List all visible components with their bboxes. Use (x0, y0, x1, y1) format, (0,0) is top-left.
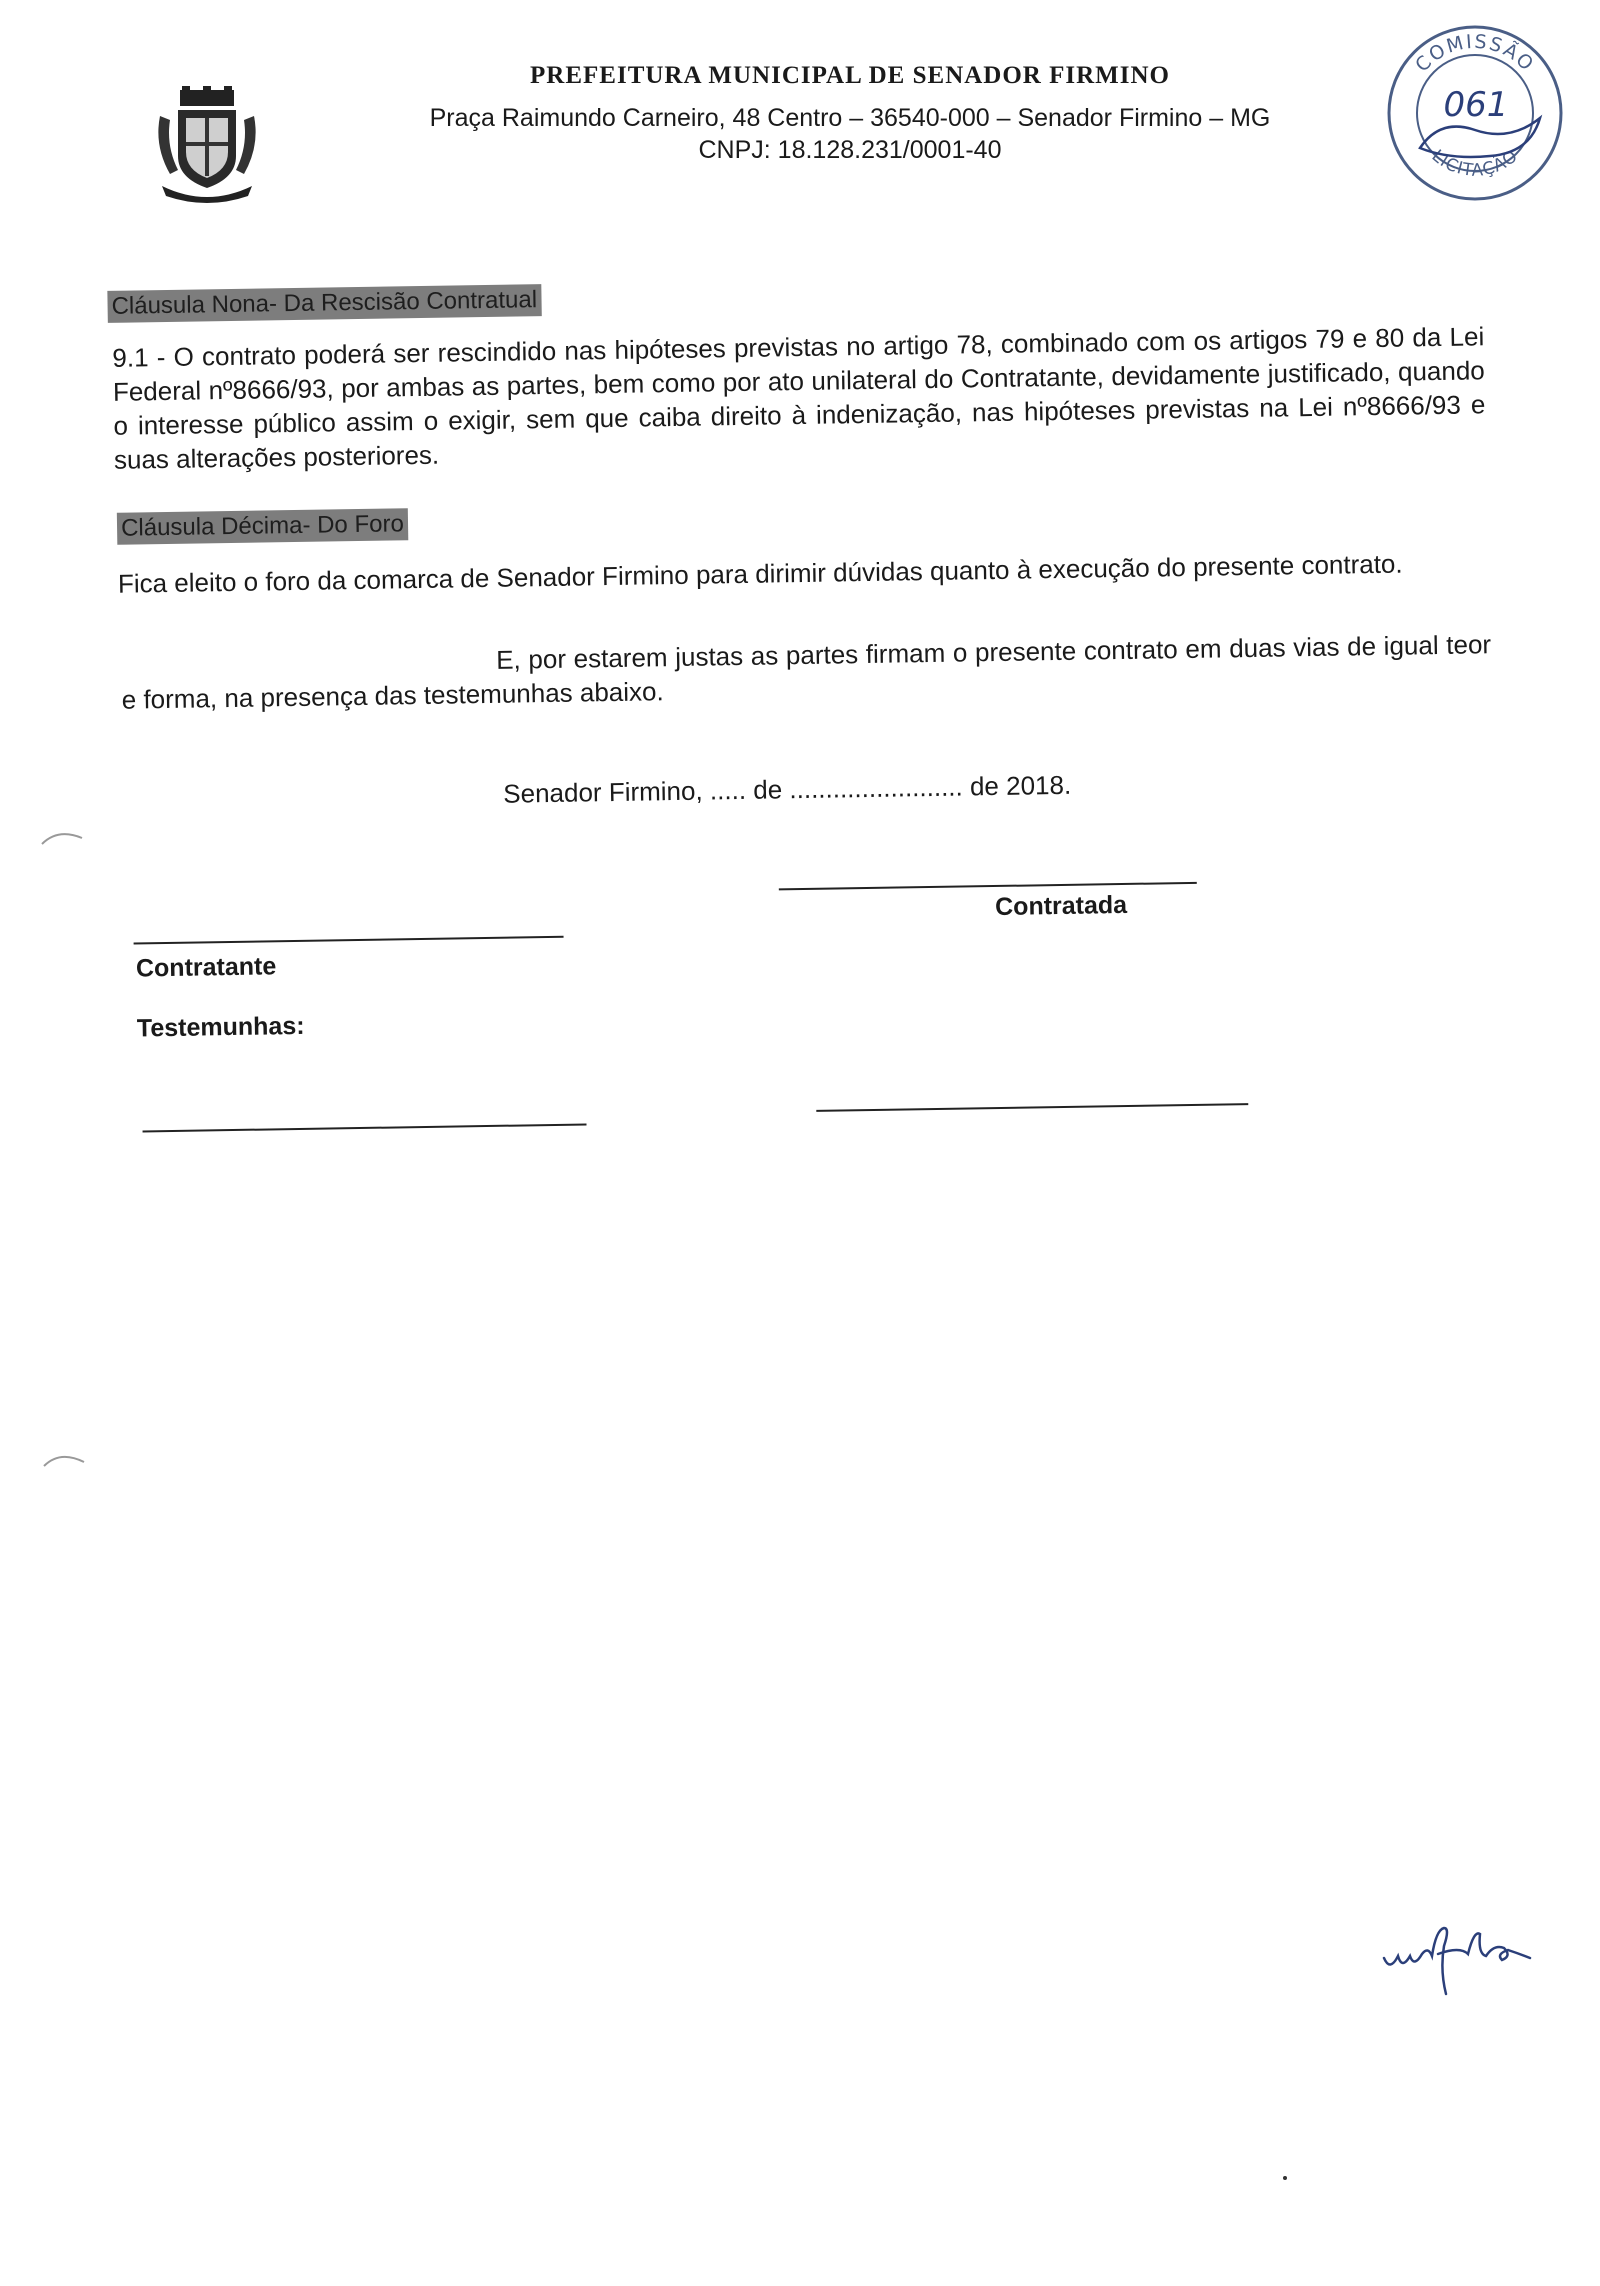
clause-text: Fica eleito o foro da comarca de Senador Firmino para dirimir dúvidas quanto à execução do presente contrato. (117, 548, 1403, 599)
signature-line-contratante (134, 936, 564, 945)
stamp-number: 061 (1443, 85, 1509, 125)
date-line: Senador Firmino, ..... de ........................ de 2018. (503, 769, 1072, 809)
scan-mark (38, 826, 88, 850)
signature-label-contratada: Contratada (994, 890, 1128, 922)
header-title: PREFEITURA MUNICIPAL DE SENADOR FIRMINO (530, 62, 1170, 89)
handwritten-initials (1380, 1910, 1570, 2000)
clause-heading: Cláusula Décima- Do Foro (117, 508, 408, 545)
stamp-bottom-text: LICITAÇÃO (1427, 145, 1523, 181)
header-address: Praça Raimundo Carneiro, 48 Centro – 36540-000 – Senador Firmino – MG (429, 104, 1271, 132)
witnesses-label: Testemunhas: (136, 1011, 305, 1043)
scan-mark (40, 1448, 90, 1472)
signature-label-contratante: Contratante (135, 952, 277, 983)
closing-text: E, por estarem justas as partes firmam o presente contrato em duas vias de igual teor e forma, na presença das testemunhas abaixo. (121, 629, 1492, 715)
signature-line-contratada (779, 882, 1197, 891)
signature-line-witness (143, 1123, 587, 1132)
clause-text: 9.1 - O contrato poderá ser rescindido nas hipóteses previstas no artigo 78, combinado com os artigos 79 e 80 da Lei Federal nº8666/93, por ambas as partes, bem como por ato unilateral do Contratante, devidamente justificado, quando o interesse público assim o exigir, sem que caiba direito à indenização, nas hipóteses previstas na Lei nº8666/93 e suas alterações posteriores. (112, 321, 1486, 475)
stamp-top-text: COMISSÃO (1411, 30, 1539, 77)
ink-speck (1283, 2176, 1287, 2180)
clause-heading: Cláusula Nona- Da Rescisão Contratual (107, 284, 541, 323)
signature-line-witness (816, 1103, 1248, 1112)
header-cnpj: CNPJ: 18.128.231/0001-40 (698, 136, 1002, 164)
